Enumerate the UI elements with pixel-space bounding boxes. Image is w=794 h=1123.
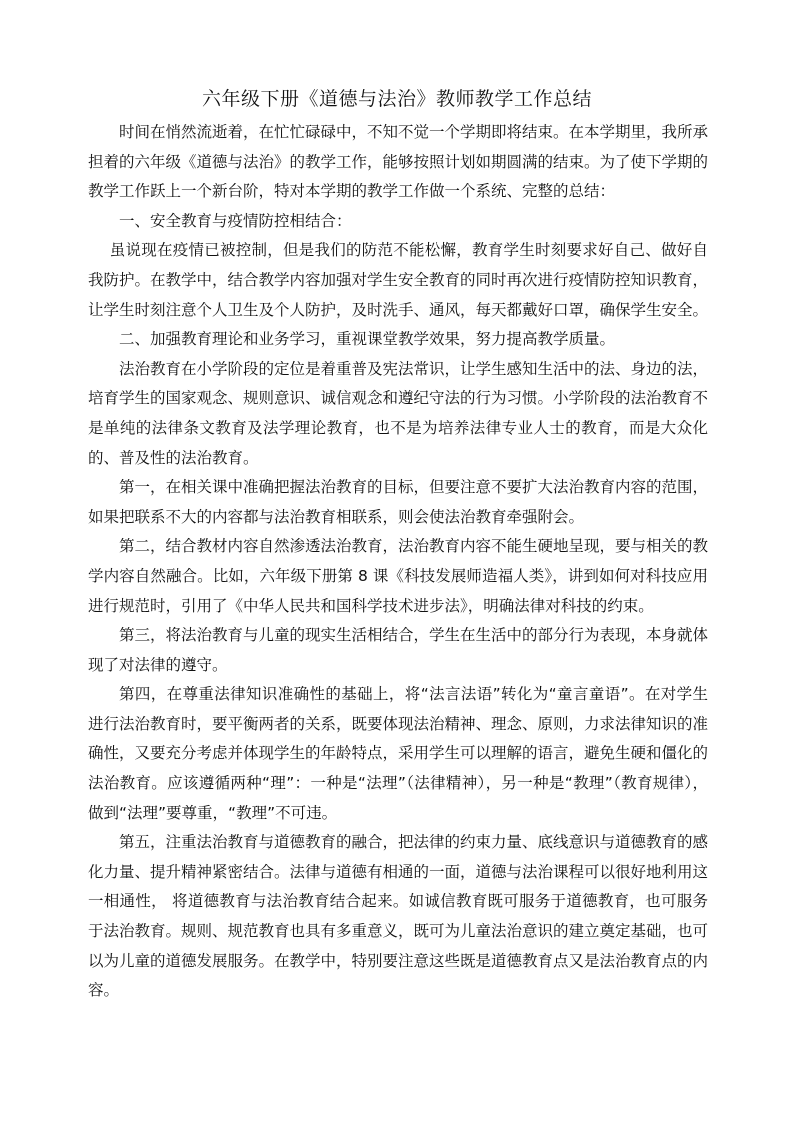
paragraph-intro: 时间在悄然流逝着，在忙忙碌碌中，不知不觉一个学期即将结束。在本学期里，我所承担着的六年级《道德与法治》的教学工作，能够按照计划如期圆满的结束。为了使下学期的教学工作跃上一个新台阶，特对本学期的教学工作做一个系统、完整的总结： [88, 123, 709, 201]
heading-section-1: 一、安全教育与疫情防控相结合： [119, 211, 352, 230]
paragraph-safety: 虽说现在疫情已被控制，但是我们的防范不能松懈，教育学生时刻要求好自己、做好自我防护。在教学中，结合教学内容加强对学生安全教育的同时再次进行疫情防控知识教育，让学生时刻注意个人卫生及个人防护，及时洗手、通风，每天都戴好口罩，确保学生安全。 [88, 241, 709, 319]
paragraph-point-4: 第四，在尊重法律知识准确性的基础上，将“法言法语”转化为“童言童语”。在对学生进行法治教育时，要平衡两者的关系，既要体现法治精神、理念、原则，力求法律知识的准确性，又要充分考虑并体现学生的年龄特点，采用学生可以理解的语言，避免生硬和僵化的法治教育。应该遵循两种“理”：一种是“法理”（法律精神），另一种是“教理”（教育规律），做到“法理”要尊重，“教理”不可违。 [88, 685, 709, 822]
paragraph-law-education: 法治教育在小学阶段的定位是着重普及宪法常识，让学生感知生活中的法、身边的法，培育学生的国家观念、规则意识、诚信观念和遵纪守法的行为习惯。小学阶段的法治教育不是单纯的法律条文教育及法学理论教育，也不是为培养法律专业人士的教育，而是大众化的、普及性的法治教育。 [88, 359, 709, 467]
paragraph-point-1: 第一，在相关课中准确把握法治教育的目标，但要注意不要扩大法治教育内容的范围，如果把联系不大的内容都与法治教育相联系，则会使法治教育牵强附会。 [88, 478, 709, 526]
paragraph-point-5: 第五，注重法治教育与道德教育的融合，把法律的约束力量、底线意识与道德教育的感化力量、提升精神紧密结合。法律与道德有相通的一面，道德与法治课程可以很好地利用这一相通性， 将道德教育与法治教育结合起来。如诚信教育既可服务于道德教育，也可服务于法治教育。规则、规范教育也具有多重意义，既可为儿童法治意识的建立奠定基础，也可以为儿童的道德发展服务。在教学中，特别要注意这些既是道德教育点又是法治教育点的内容。 [88, 833, 709, 1000]
paragraph-point-3: 第三，将法治教育与儿童的现实生活相结合，学生在生活中的部分行为表现，本身就体现了对法律的遵守。 [88, 626, 709, 674]
paragraph-point-2: 第二，结合教材内容自然渗透法治教育，法治教育内容不能生硬地呈现，要与相关的教学内容自然融合。比如，六年级下册第 8 课《科技发展师造福人类》，讲到如何对科技应用进行规范时，引用了《中华人民共和国科学技术进步法》，明确法律对科技的约束。 [88, 537, 709, 615]
document-title: 六年级下册《道德与法治》教师教学工作总结 [201, 88, 592, 110]
document-body [88, 118, 708, 1006]
heading-section-2: 二、加强教育理论和业务学习，重视课堂教学效果，努力提高教学质量。 [119, 330, 616, 349]
